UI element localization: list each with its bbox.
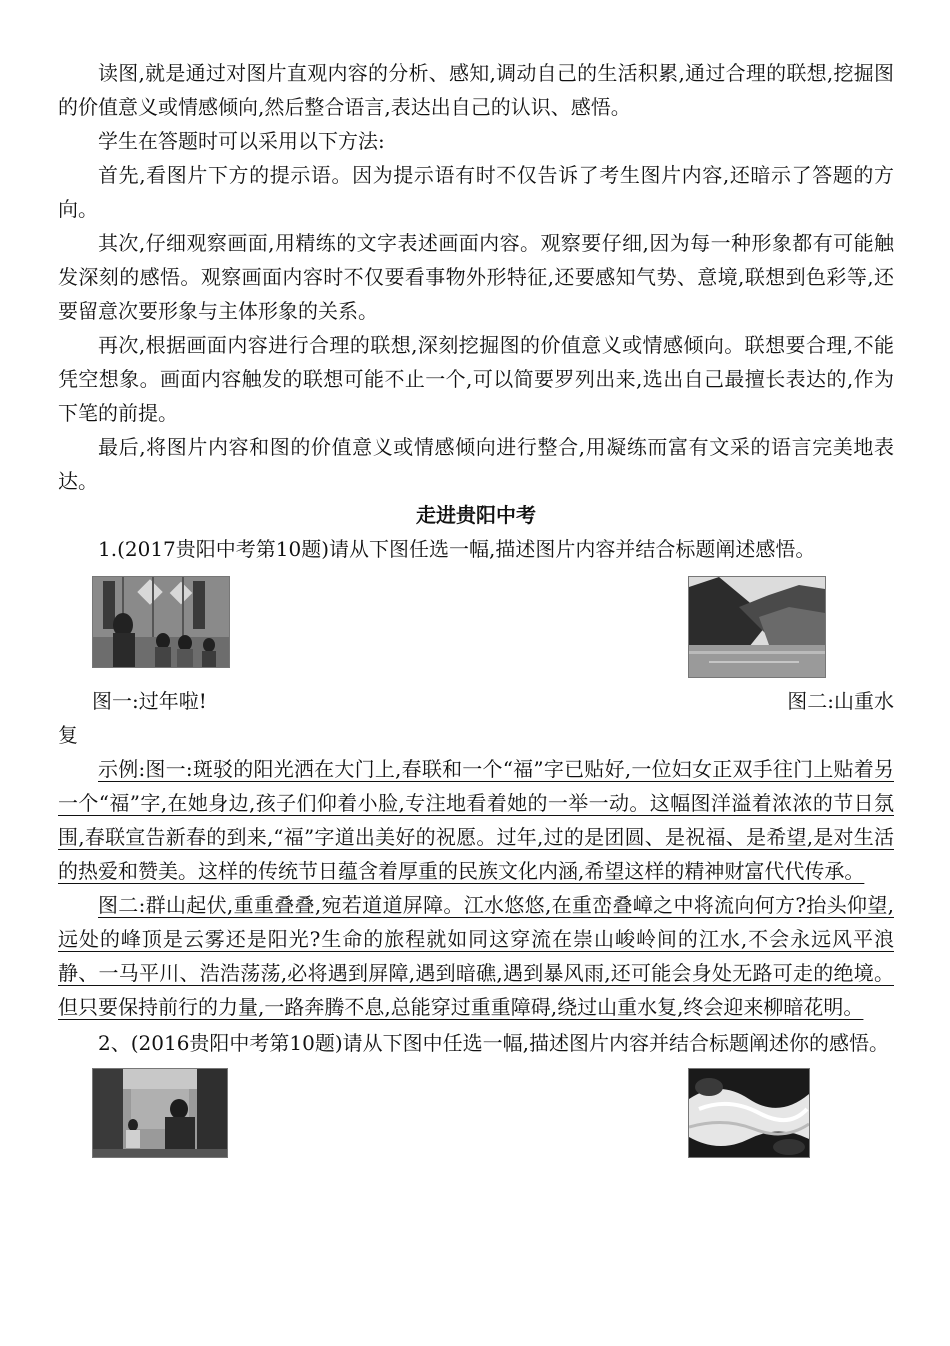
intro-paragraph-2: 学生在答题时可以采用以下方法:	[98, 129, 385, 153]
photo-new-year	[92, 576, 230, 668]
question-1-prompt: 1.(2017贵阳中考第10题)请从下图任选一幅,描述图片内容并结合标题阐述感悟。	[98, 537, 816, 561]
photo-old-man-child	[92, 1068, 228, 1158]
caption-image-1: 图一:过年啦!	[92, 689, 207, 713]
document-page	[58, 56, 894, 1176]
caption-image-2-wrap: 复	[58, 723, 78, 747]
question-2-prompt: 2、(2016贵阳中考第10题)请从下图中任选一幅,描述图片内容并结合标题阐述你的感悟。	[98, 1031, 890, 1055]
caption-image-2: 图二:山重水	[787, 689, 894, 713]
answer-example-1-text: 示例:图一:斑驳的阳光洒在大门上,春联和一个“福”字已贴好,一位妇女正双手往门上贴着另一个“福”字,在她身边,孩子们仰着小脸,专注地看着她的一举一动。这幅图洋溢着浓浓的节日氛围,春联宣告新春的到来,“福”字道出美好的祝愿。过年,过的是团圆、是祝福、是希望,是对生活的热爱和赞美。这样的传统节日蕴含着厚重的民族文化内涵,希望这样的精神财富代代传承。	[58, 757, 894, 883]
intro-paragraph-3: 首先,看图片下方的提示语。因为提示语有时不仅告诉了考生图片内容,还暗示了答题的方向。	[58, 163, 894, 221]
intro-paragraph-4: 其次,仔细观察画面,用精练的文字表述画面内容。观察要仔细,因为每一种形象都有可能触发深刻的感悟。观察画面内容时不仅要看事物外形特征,还要感知气势、意境,联想到色彩等,还要留意次要形象与主体形象的关系。	[58, 231, 894, 323]
section-title: 走进贵阳中考	[416, 503, 536, 527]
answer-example-1	[58, 752, 894, 888]
question-1-captions	[58, 684, 894, 718]
intro-paragraph-6: 最后,将图片内容和图的价值意义或情感倾向进行整合,用凝练而富有文采的语言完美地表达。	[58, 435, 894, 493]
answer-example-2-text: 图二:群山起伏,重重叠叠,宛若道道屏障。江水悠悠,在重峦叠嶂之中将流向何方?抬头仰望,远处的峰顶是云雾还是阳光?生命的旅程就如同这穿流在崇山峻岭间的江水,不会永远风平浪静、一马平川、浩浩荡荡,必将遇到屏障,遇到暗礁,遇到暴风雨,还可能会身处无路可走的绝境。但只要保持前行的力量,一路奔腾不息,总能穿过重重障碍,绕过山重水复,终会迎来柳暗花明。	[58, 893, 894, 1019]
question-2-images	[58, 1068, 894, 1176]
answer-example-2	[58, 888, 894, 1024]
photo-rushing-water	[688, 1068, 810, 1158]
intro-paragraph-1: 读图,就是通过对图片直观内容的分析、感知,调动自己的生活积累,通过合理的联想,挖掘图的价值意义或情感倾向,然后整合语言,表达出自己的认识、感悟。	[58, 61, 894, 119]
photo-mountain-river	[688, 576, 826, 678]
intro-paragraph-5: 再次,根据画面内容进行合理的联想,深刻挖掘图的价值意义或情感倾向。联想要合理,不能凭空想象。画面内容触发的联想可能不止一个,可以简要罗列出来,选出自己最擅长表达的,作为下笔的前提。	[58, 333, 894, 425]
question-1-images	[58, 576, 894, 684]
